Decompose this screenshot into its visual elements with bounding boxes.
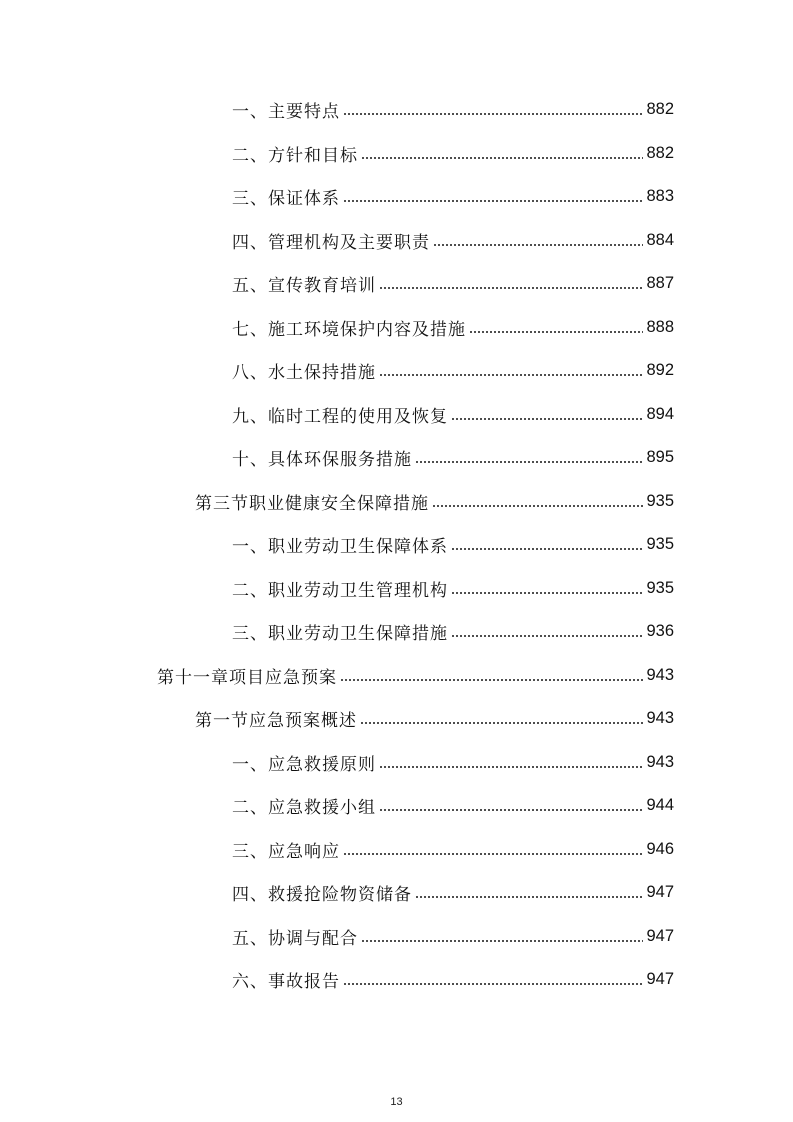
toc-entry-label: 一、应急救援原则	[232, 754, 376, 775]
toc-entry-page: 935	[646, 534, 674, 553]
toc-entry-label: 四、救援抢险物资储备	[232, 884, 412, 905]
toc-entry-label: 第三节职业健康安全保障措施	[195, 493, 429, 514]
toc-entry[interactable]	[232, 225, 674, 255]
toc-entry[interactable]	[232, 268, 674, 298]
toc-entry[interactable]	[232, 138, 674, 168]
toc-entry-label: 五、宣传教育培训	[232, 275, 376, 296]
dot-leader	[379, 766, 643, 768]
toc-entry-page: 943	[646, 752, 674, 771]
dot-leader	[343, 113, 643, 115]
toc-entry-page: 887	[646, 273, 674, 292]
toc-entry-page: 943	[646, 665, 674, 684]
toc-entry-page: 882	[646, 99, 674, 118]
toc-entry[interactable]	[232, 442, 674, 472]
toc-entry[interactable]	[232, 573, 674, 603]
dot-leader	[361, 157, 643, 159]
toc-entry-label: 第十一章项目应急预案	[157, 667, 337, 688]
toc-entry[interactable]	[232, 790, 674, 820]
toc-entry[interactable]	[232, 312, 674, 342]
toc-entry-page: 935	[646, 578, 674, 597]
toc-entry[interactable]	[232, 616, 674, 646]
toc-entry-page: 947	[646, 926, 674, 945]
toc-entry-page: 947	[646, 969, 674, 988]
dot-leader	[432, 505, 643, 507]
dot-leader	[340, 679, 643, 681]
toc-entry-label: 十、具体环保服务措施	[232, 449, 412, 470]
toc-entry-page: 888	[646, 317, 674, 336]
toc-entry-label: 二、方针和目标	[232, 145, 358, 166]
toc-entry-label: 一、职业劳动卫生保障体系	[232, 536, 448, 557]
toc-entry[interactable]	[232, 94, 674, 124]
toc-entry-page: 884	[646, 230, 674, 249]
toc-entry-label: 七、施工环境保护内容及措施	[232, 319, 466, 340]
toc-entry-label: 九、临时工程的使用及恢复	[232, 406, 448, 427]
toc-entry-section[interactable]	[195, 703, 674, 733]
toc-entry[interactable]	[232, 921, 674, 951]
toc-entry-label: 二、职业劳动卫生管理机构	[232, 580, 448, 601]
dot-leader	[469, 331, 643, 333]
toc-entry-label: 四、管理机构及主要职责	[232, 232, 430, 253]
toc-entry-label: 第一节应急预案概述	[195, 710, 357, 731]
dot-leader	[379, 374, 643, 376]
dot-leader	[379, 287, 643, 289]
dot-leader	[433, 244, 643, 246]
toc-entry-chapter[interactable]	[157, 660, 674, 690]
toc-entry-label: 二、应急救援小组	[232, 797, 376, 818]
toc-entry-page: 946	[646, 839, 674, 858]
toc-entry-label: 三、职业劳动卫生保障措施	[232, 623, 448, 644]
toc-entry-page: 883	[646, 186, 674, 205]
toc-entry-label: 六、事故报告	[232, 971, 340, 992]
toc-entry-page: 882	[646, 143, 674, 162]
toc-entry-page: 936	[646, 621, 674, 640]
toc-entry-label: 三、保证体系	[232, 188, 340, 209]
toc-entry[interactable]	[232, 181, 674, 211]
toc-entry-page: 947	[646, 882, 674, 901]
dot-leader	[361, 940, 643, 942]
toc-entry-page: 892	[646, 360, 674, 379]
dot-leader	[343, 853, 643, 855]
toc-entry[interactable]	[232, 355, 674, 385]
toc-entry-label: 八、水土保持措施	[232, 362, 376, 383]
toc-entry-page: 895	[646, 447, 674, 466]
dot-leader	[343, 983, 643, 985]
dot-leader	[360, 722, 643, 724]
dot-leader	[415, 896, 643, 898]
dot-leader	[379, 809, 643, 811]
toc-entry-page: 943	[646, 708, 674, 727]
toc-entry[interactable]	[232, 747, 674, 777]
toc-entry-label: 三、应急响应	[232, 841, 340, 862]
dot-leader	[451, 592, 643, 594]
toc-entry-label: 五、协调与配合	[232, 928, 358, 949]
dot-leader	[451, 418, 643, 420]
toc-entry[interactable]	[232, 529, 674, 559]
toc-entry[interactable]	[232, 399, 674, 429]
toc-entry-label: 一、主要特点	[232, 101, 340, 122]
toc-entry[interactable]	[232, 964, 674, 994]
dot-leader	[451, 548, 643, 550]
toc-entry[interactable]	[232, 877, 674, 907]
page-number: 13	[390, 1096, 403, 1108]
toc-entry-page: 894	[646, 404, 674, 423]
dot-leader	[415, 461, 643, 463]
toc-entry[interactable]	[232, 834, 674, 864]
toc-entry-page: 944	[646, 795, 674, 814]
dot-leader	[343, 200, 643, 202]
dot-leader	[451, 635, 643, 637]
toc-entry-section[interactable]	[195, 486, 674, 516]
toc-entry-page: 935	[646, 491, 674, 510]
